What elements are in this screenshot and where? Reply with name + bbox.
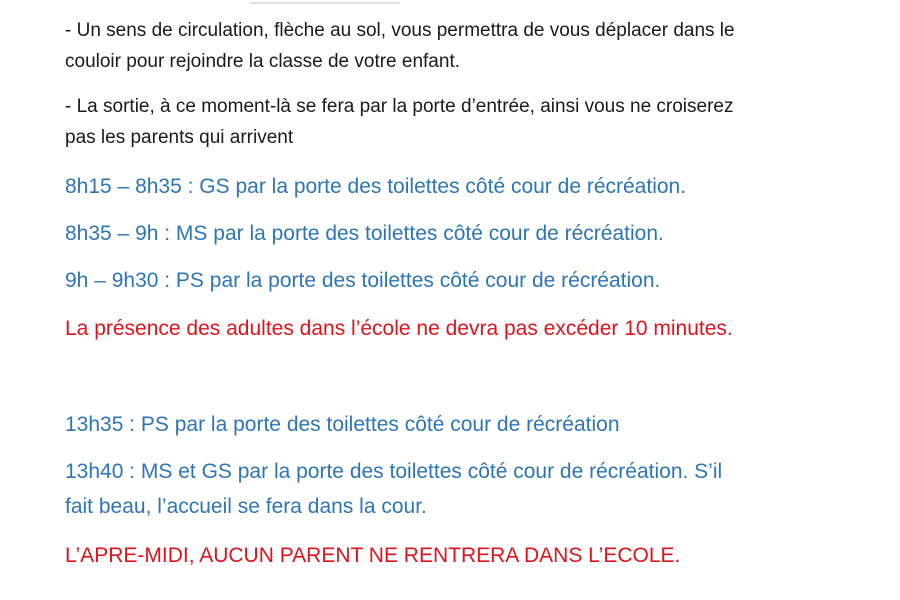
circulation-line-1: - Un sens de circulation, flèche au sol, vous permettra de vous déplacer dans le xyxy=(65,20,735,41)
exit-line-1: - La sortie, à ce moment-là se fera par la porte d’entrée, ainsi vous ne croiserez xyxy=(65,96,734,117)
exit-paragraph xyxy=(65,91,734,153)
cropped-previous-line xyxy=(250,0,400,4)
ms-morning-schedule: 8h35 – 9h : MS par la porte des toilettes côté cour de récréation. xyxy=(65,222,664,245)
circulation-paragraph xyxy=(65,15,735,77)
ps-afternoon-schedule: 13h35 : PS par la porte des toilettes côté cour de récréation xyxy=(65,413,620,436)
ms-gs-afternoon-line-1: 13h40 : MS et GS par la porte des toilettes côté cour de récréation. S’il xyxy=(65,460,723,483)
ms-gs-afternoon-schedule xyxy=(65,454,722,524)
circulation-line-2: couloir pour rejoindre la classe de votre enfant. xyxy=(65,51,461,72)
ms-gs-afternoon-line-2: fait beau, l’accueil se fera dans la cour. xyxy=(65,495,427,518)
presence-warning: La présence des adultes dans l’école ne devra pas excéder 10 minutes. xyxy=(65,317,733,340)
no-parent-warning: L’APRE-MIDI, AUCUN PARENT NE RENTRERA DANS L’ECOLE. xyxy=(65,544,681,567)
exit-line-2: pas les parents qui arrivent xyxy=(65,127,294,148)
gs-morning-schedule: 8h15 – 8h35 : GS par la porte des toilettes côté cour de récréation. xyxy=(65,175,687,198)
ps-morning-schedule: 9h – 9h30 : PS par la porte des toilettes côté cour de récréation. xyxy=(65,269,661,292)
